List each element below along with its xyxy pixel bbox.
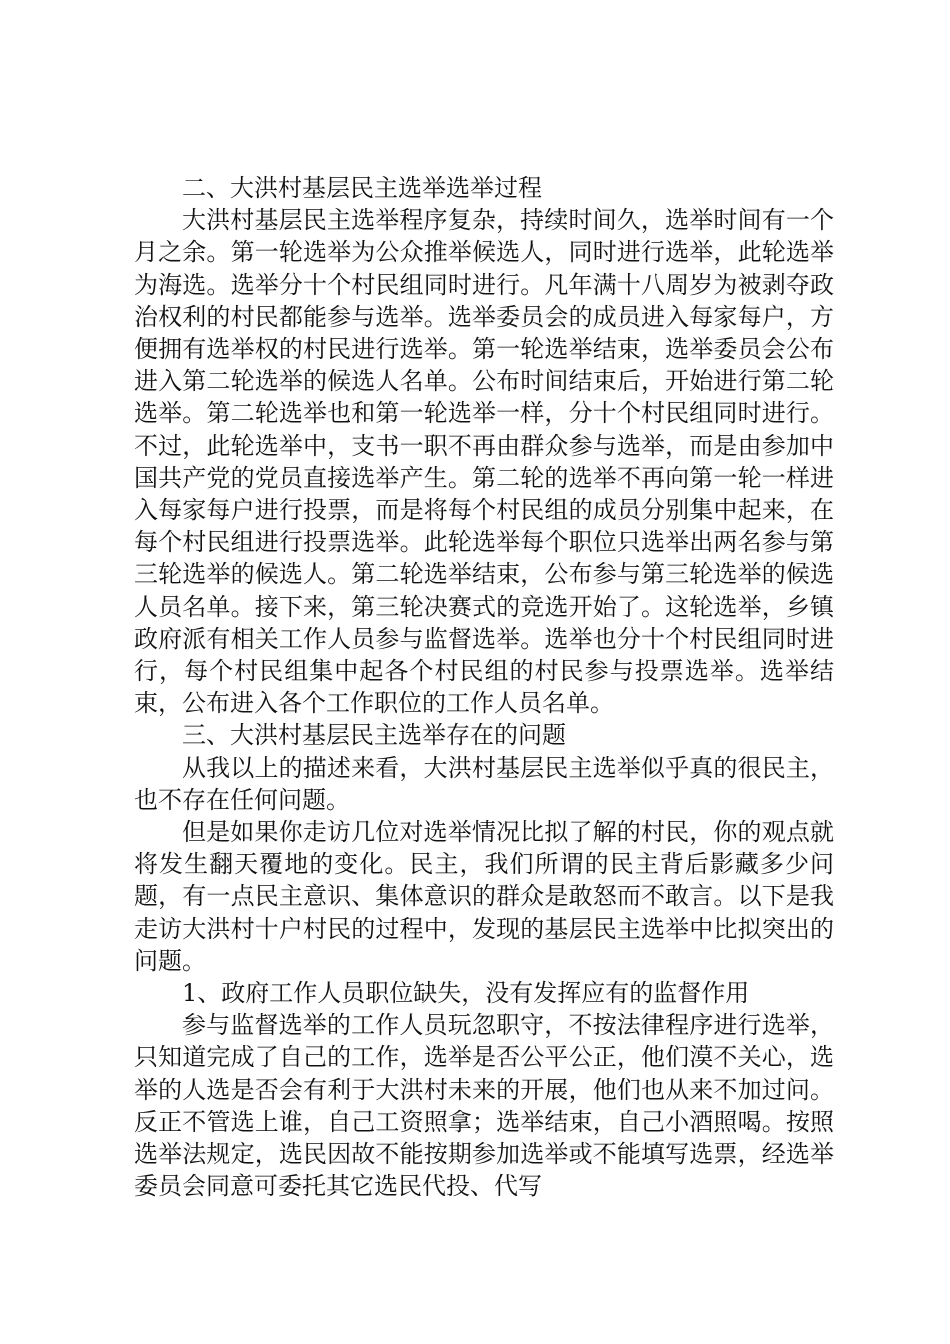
paragraph-villager-interviews: 但是如果你走访几位对选举情况比拟了解的村民，你的观点就将发生翻天覆地的变化。民主，我们所谓的民主背后影藏多少问题，有一点民主意识、集体意识的群众是敢怒而不敢言。以下是我走访大洪村十户村民的过程中，发现的基层民主选举中比拟突出的问题。	[134, 818, 834, 975]
document-body	[134, 172, 834, 1203]
paragraph-supervision-problems: 参与监督选举的工作人员玩忽职守，不按法律程序进行选举，只知道完成了自己的工作，选举是否公平公正，他们漠不关心，选举的人选是否会有利于大洪村未来的开展，他们也从来不加过问。反正不管选上谁，自己工资照拿；选举结束，自己小酒照喝。按照选举法规定，选民因故不能按期参加选举或不能填写选票，经选举委员会同意可委托其它选民代投、代写	[134, 1011, 834, 1201]
section-heading-election-problems: 三、大洪村基层民主选举存在的问题	[182, 721, 566, 750]
subheading-government-supervision: 1、政府工作人员职位缺失，没有发挥应有的监督作用	[182, 979, 750, 1008]
paragraph-description-summary: 从我以上的描述来看，大洪村基层民主选举似乎真的很民主，也不存在任何问题。	[134, 753, 834, 814]
paragraph-election-process: 大洪村基层民主选举程序复杂，持续时间久，选举时间有一个月之余。第一轮选举为公众推举候选人，同时进行选举，此轮选举为海选。选举分十个村民组同时进行。凡年满十八周岁为被剥夺政治权利的村民都能参与选举。选举委员会的成员进入每家每户，方便拥有选举权的村民进行选举。第一轮选举结束，选举委员会公布进入第二轮选举的候选人名单。公布时间结束后，开始进行第二轮选举。第二轮选举也和第一轮选举一样，分十个村民组同时进行。不过，此轮选举中，支书一职不再由群众参与选举，而是由参加中国共产党的党员直接选举产生。第二轮的选举不再向第一轮一样进入每家每户进行投票，而是将每个村民组的成员分别集中起来，在每个村民组进行投票选举。此轮选举每个职位只选举出两名参与第三轮选举的候选人。第二轮选举结束，公布参与第三轮选举的候选人员名单。接下来，第三轮决赛式的竞选开始了。这轮选举，乡镇政府派有相关工作人员参与监督选举。选举也分十个村民组同时进行，每个村民组集中起各个村民组的村民参与投票选举。选举结束，公布进入各个工作职位的工作人员名单。	[134, 206, 834, 718]
section-heading-election-process: 二、大洪村基层民主选举选举过程	[182, 174, 542, 202]
